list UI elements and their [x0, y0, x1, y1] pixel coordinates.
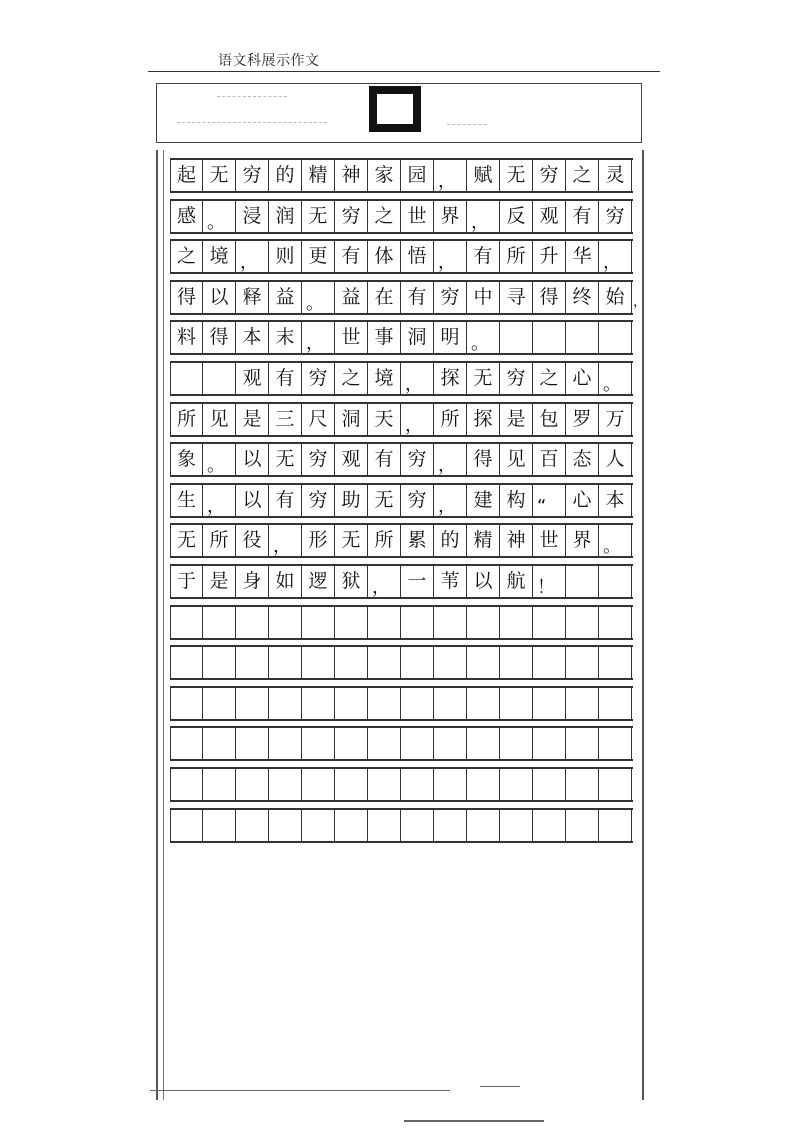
- grid-cell: 之: [566, 160, 599, 191]
- grid-cell: [434, 769, 467, 800]
- grid-cell: 本: [236, 322, 269, 353]
- grid-cell: [500, 769, 533, 800]
- grid-cell: 更: [302, 241, 335, 272]
- grid-cell: 园: [401, 160, 434, 191]
- grid-cell: [170, 647, 203, 678]
- grid-cell: [170, 810, 203, 841]
- grid-cell: [335, 647, 368, 678]
- grid-cell: 役: [236, 525, 269, 556]
- grid-cell: [236, 607, 269, 638]
- grid-cell: 则: [269, 241, 302, 272]
- grid-row: [170, 605, 633, 640]
- grid-cell: 包: [533, 404, 566, 435]
- grid-cell: 华: [566, 241, 599, 272]
- grid-cell: ，: [269, 525, 302, 556]
- grid-cell: 无: [302, 201, 335, 232]
- scan-stroke: [150, 1090, 450, 1091]
- grid-cell: 精: [467, 525, 500, 556]
- grid-cell: [401, 647, 434, 678]
- grid-cell: 之: [170, 241, 203, 272]
- grid-cell: 罗: [566, 404, 599, 435]
- grid-row: [170, 361, 633, 396]
- grid-cell: 所: [368, 525, 401, 556]
- grid-cell: [533, 728, 566, 759]
- grid-row: [170, 158, 633, 193]
- grid-cell: [269, 647, 302, 678]
- grid-cell: [368, 688, 401, 719]
- grid-cell: 建: [467, 485, 500, 516]
- grid-cell: 见: [500, 444, 533, 475]
- grid-cell: ，: [434, 160, 467, 191]
- grid-cell: [533, 322, 566, 353]
- grid-cell: 是: [203, 566, 236, 597]
- grid-cell: 如: [269, 566, 302, 597]
- grid-cell: [434, 647, 467, 678]
- grid-cell: 穷: [401, 485, 434, 516]
- grid-cell: 的: [269, 160, 302, 191]
- grid-cell: 无: [170, 525, 203, 556]
- grid-cell: 所: [500, 241, 533, 272]
- grid-cell: 穷: [401, 444, 434, 475]
- header-divider: [148, 71, 660, 72]
- grid-cell: 得: [203, 322, 236, 353]
- grid-cell: [467, 607, 500, 638]
- grid-cell: [566, 322, 599, 353]
- grid-cell: [203, 607, 236, 638]
- grid-cell: [599, 728, 632, 759]
- grid-cell: 探: [467, 404, 500, 435]
- grid-cell: ，: [599, 241, 632, 272]
- grid-cell: 穷: [302, 485, 335, 516]
- grid-cell: 无: [203, 160, 236, 191]
- grid-cell: [203, 688, 236, 719]
- title-marker-box: [369, 86, 421, 132]
- grid-cell: 得: [170, 282, 203, 313]
- grid-cell: [467, 647, 500, 678]
- grid-cell: [335, 810, 368, 841]
- grid-cell: 三: [269, 404, 302, 435]
- grid-cell: 天: [368, 404, 401, 435]
- grid-cell: [467, 688, 500, 719]
- grid-cell: 以: [236, 485, 269, 516]
- grid-cell: [302, 728, 335, 759]
- grid-cell: 构: [500, 485, 533, 516]
- grid-cell: 生: [170, 485, 203, 516]
- grid-cell: ，: [467, 201, 500, 232]
- grid-cell: ，: [434, 485, 467, 516]
- grid-cell: 逻: [302, 566, 335, 597]
- grid-cell: 心: [566, 485, 599, 516]
- grid-cell: [368, 728, 401, 759]
- grid-cell: [599, 607, 632, 638]
- scan-smudge: [447, 124, 487, 125]
- grid-cell: [566, 728, 599, 759]
- grid-cell: [599, 810, 632, 841]
- grid-cell: 始: [599, 282, 632, 313]
- grid-cell: 于: [170, 566, 203, 597]
- grid-cell: [170, 728, 203, 759]
- grid-cell: 探: [434, 363, 467, 394]
- grid-cell: [269, 688, 302, 719]
- grid-row: [170, 199, 633, 234]
- grid-cell: 洞: [401, 322, 434, 353]
- grid-cell: 。: [467, 322, 500, 353]
- grid-cell: [269, 810, 302, 841]
- grid-cell: 本: [599, 485, 632, 516]
- grid-cell: 事: [368, 322, 401, 353]
- grid-cell: 料: [170, 322, 203, 353]
- grid-cell: 有: [269, 363, 302, 394]
- grid-cell: [170, 363, 203, 394]
- grid-cell: 以: [467, 566, 500, 597]
- grid-cell: 。: [203, 444, 236, 475]
- grid-cell: 以: [236, 444, 269, 475]
- grid-row: [170, 808, 633, 843]
- grid-cell: 有: [467, 241, 500, 272]
- grid-cell: 尺: [302, 404, 335, 435]
- grid-row: [170, 645, 633, 680]
- grid-cell: “: [533, 485, 566, 516]
- grid-cell: [203, 810, 236, 841]
- grid-cell: [566, 566, 599, 597]
- grid-row: [170, 442, 633, 477]
- grid-row: [170, 726, 633, 761]
- grid-cell: 观: [236, 363, 269, 394]
- grid-cell: [170, 769, 203, 800]
- grid-cell: 穷: [599, 201, 632, 232]
- grid-cell: 家: [368, 160, 401, 191]
- grid-cell: 以: [203, 282, 236, 313]
- grid-cell: 百: [533, 444, 566, 475]
- grid-cell: 心: [566, 363, 599, 394]
- grid-cell: 有: [368, 444, 401, 475]
- grid-cell: 之: [335, 363, 368, 394]
- grid-cell: [434, 688, 467, 719]
- grid-cell: [533, 810, 566, 841]
- grid-cell: 穷: [302, 363, 335, 394]
- grid-cell: [203, 728, 236, 759]
- grid-cell: 穷: [434, 282, 467, 313]
- grid-cell: [500, 810, 533, 841]
- grid-cell: 所: [203, 525, 236, 556]
- grid-cell: 穷: [500, 363, 533, 394]
- grid-cell: 人: [599, 444, 632, 475]
- grid-cell: 狱: [335, 566, 368, 597]
- grid-cell: 末: [269, 322, 302, 353]
- grid-row: [170, 239, 633, 274]
- grid-cell: [566, 647, 599, 678]
- grid-cell: 是: [236, 404, 269, 435]
- grid-cell: 之: [368, 201, 401, 232]
- grid-cell: 无: [467, 363, 500, 394]
- scan-stroke: [404, 1120, 544, 1122]
- grid-cell: [302, 810, 335, 841]
- page-header-title: 语文科展示作文: [218, 53, 320, 69]
- grid-cell: 。: [302, 282, 335, 313]
- grid-cell: 体: [368, 241, 401, 272]
- grid-cell: 赋: [467, 160, 500, 191]
- grid-cell: 穷: [236, 160, 269, 191]
- grid-cell: ，: [368, 566, 401, 597]
- grid-cell: ，: [302, 322, 335, 353]
- grid-cell: 世: [401, 201, 434, 232]
- grid-cell: [170, 607, 203, 638]
- grid-cell: 见: [203, 404, 236, 435]
- grid-cell: [500, 688, 533, 719]
- grid-cell: 灵: [599, 160, 632, 191]
- grid-cell: [599, 566, 632, 597]
- grid-cell: 反: [500, 201, 533, 232]
- grid-cell: [599, 322, 632, 353]
- grid-cell: 穷: [335, 201, 368, 232]
- grid-cell: [236, 728, 269, 759]
- grid-cell: 象: [170, 444, 203, 475]
- grid-cell: [302, 607, 335, 638]
- grid-cell: [203, 647, 236, 678]
- grid-cell: 洞: [335, 404, 368, 435]
- grid-cell: [236, 769, 269, 800]
- grid-cell: 身: [236, 566, 269, 597]
- grid-cell: ，: [401, 363, 434, 394]
- grid-cell: 有: [401, 282, 434, 313]
- grid-cell: [467, 769, 500, 800]
- grid-cell: [236, 810, 269, 841]
- grid-cell: 释: [236, 282, 269, 313]
- grid-row: [170, 686, 633, 721]
- grid-cell: 是: [500, 404, 533, 435]
- grid-cell: 得: [533, 282, 566, 313]
- grid-cell: 世: [335, 322, 368, 353]
- grid-cell: [170, 688, 203, 719]
- grid-cell: 有: [335, 241, 368, 272]
- grid-cell: 穷: [533, 160, 566, 191]
- grid-cell: [203, 769, 236, 800]
- grid-cell: 精: [302, 160, 335, 191]
- grid-row: [170, 767, 633, 802]
- grid-cell: [335, 769, 368, 800]
- grid-cell: 升: [533, 241, 566, 272]
- grid-cell: 一: [401, 566, 434, 597]
- grid-cell: 起: [170, 160, 203, 191]
- grid-cell: [434, 810, 467, 841]
- scan-smudge: [177, 122, 327, 123]
- grid-cell: 无: [368, 485, 401, 516]
- scan-stroke: [480, 1086, 520, 1087]
- grid-cell: 观: [533, 201, 566, 232]
- grid-cell: 界: [566, 525, 599, 556]
- grid-cell: [599, 688, 632, 719]
- grid-cell: [368, 607, 401, 638]
- grid-cell: 神: [500, 525, 533, 556]
- grid-cell: [401, 607, 434, 638]
- grid-cell: 益: [335, 282, 368, 313]
- grid-cell: 在: [368, 282, 401, 313]
- grid-cell: [401, 688, 434, 719]
- grid-cell: [566, 688, 599, 719]
- grid-cell: [566, 769, 599, 800]
- grid-cell: 感: [170, 201, 203, 232]
- paper-margin-line: [163, 150, 164, 1100]
- grid-cell: 累: [401, 525, 434, 556]
- grid-cell: [335, 607, 368, 638]
- grid-cell: ，: [203, 485, 236, 516]
- grid-row: [170, 280, 647, 315]
- grid-cell: [368, 810, 401, 841]
- grid-cell: 明: [434, 322, 467, 353]
- grid-cell: [368, 769, 401, 800]
- grid-cell: [500, 322, 533, 353]
- grid-cell: 寻: [500, 282, 533, 313]
- grid-row: [170, 564, 633, 599]
- grid-cell: [500, 647, 533, 678]
- scan-smudge: [217, 96, 287, 97]
- grid-row: [170, 402, 633, 437]
- grid-cell: 润: [269, 201, 302, 232]
- grid-cell: [434, 728, 467, 759]
- grid-cell: 态: [566, 444, 599, 475]
- grid-cell: 界: [434, 201, 467, 232]
- grid-cell: 。: [203, 201, 236, 232]
- grid-cell: 世: [533, 525, 566, 556]
- grid-cell: [599, 769, 632, 800]
- grid-cell: 。: [599, 525, 632, 556]
- grid-cell: ，: [401, 404, 434, 435]
- grid-cell: [401, 728, 434, 759]
- grid-cell: 航: [500, 566, 533, 597]
- grid-cell: 境: [203, 241, 236, 272]
- grid-cell: ，: [434, 241, 467, 272]
- grid-cell: 所: [170, 404, 203, 435]
- grid-cell: 的: [434, 525, 467, 556]
- grid-cell: [533, 607, 566, 638]
- grid-cell: 万: [599, 404, 632, 435]
- grid-cell: 。: [599, 363, 632, 394]
- grid-cell: 中: [467, 282, 500, 313]
- grid-cell: [500, 607, 533, 638]
- grid-cell: [500, 728, 533, 759]
- grid-cell: 有: [566, 201, 599, 232]
- grid-cell: [236, 688, 269, 719]
- grid-cell: [434, 607, 467, 638]
- grid-cell: ，: [236, 241, 269, 272]
- grid-cell: [368, 647, 401, 678]
- grid-cell: 无: [500, 160, 533, 191]
- grid-cell: 无: [335, 525, 368, 556]
- grid-cell: ，: [434, 444, 467, 475]
- grid-cell: [599, 647, 632, 678]
- grid-cell: 形: [302, 525, 335, 556]
- grid-cell: [269, 769, 302, 800]
- grid-cell: 助: [335, 485, 368, 516]
- grid-cell: [566, 810, 599, 841]
- grid-cell: [467, 728, 500, 759]
- grid-cell: 神: [335, 160, 368, 191]
- grid-cell: 所: [434, 404, 467, 435]
- grid-cell: [302, 688, 335, 719]
- margin-char: ，: [633, 293, 647, 310]
- grid-cell: 境: [368, 363, 401, 394]
- grid-cell: [566, 607, 599, 638]
- grid-cell: [302, 647, 335, 678]
- grid-cell: 浸: [236, 201, 269, 232]
- grid-cell: [335, 728, 368, 759]
- grid-cell: [533, 647, 566, 678]
- grid-row: [170, 320, 633, 355]
- grid-cell: 有: [269, 485, 302, 516]
- grid-cell: [302, 769, 335, 800]
- grid-cell: 穷: [302, 444, 335, 475]
- grid-cell: [401, 769, 434, 800]
- grid-cell: [533, 688, 566, 719]
- grid-cell: 无: [269, 444, 302, 475]
- grid-cell: [203, 363, 236, 394]
- grid-cell: [467, 810, 500, 841]
- grid-cell: [401, 810, 434, 841]
- grid-cell: 苇: [434, 566, 467, 597]
- grid-row: [170, 523, 633, 558]
- grid-cell: 悟: [401, 241, 434, 272]
- grid-cell: [533, 769, 566, 800]
- grid-cell: 益: [269, 282, 302, 313]
- grid-cell: 之: [533, 363, 566, 394]
- grid-cell: 终: [566, 282, 599, 313]
- grid-cell: [335, 688, 368, 719]
- grid-row: [170, 483, 633, 518]
- grid-cell: 观: [335, 444, 368, 475]
- grid-cell: 得: [467, 444, 500, 475]
- grid-cell: ！: [533, 566, 566, 597]
- grid-cell: [269, 728, 302, 759]
- grid-cell: [269, 607, 302, 638]
- grid-cell: [236, 647, 269, 678]
